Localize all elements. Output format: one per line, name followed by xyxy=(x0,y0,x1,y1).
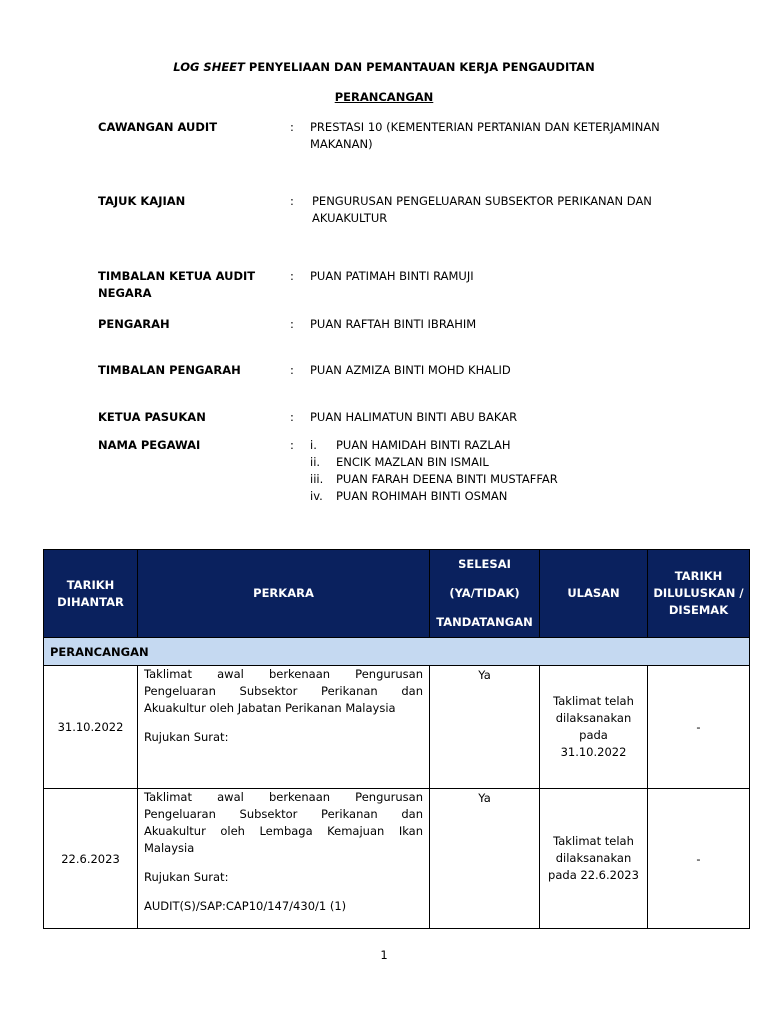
header-selesai xyxy=(430,550,540,638)
value-pengarah: PUAN RAFTAH BINTI IBRAHIM xyxy=(310,317,477,331)
table-row xyxy=(44,666,750,789)
document-title xyxy=(0,60,768,74)
label-timbalan-ketua-audit: TIMBALAN KETUA AUDIT NEGARA xyxy=(98,269,256,300)
officer-name: PUAN HAMIDAH BINTI RAZLAH xyxy=(336,438,511,452)
officer-item xyxy=(310,488,558,505)
colon-timbalan-ketua-audit: : xyxy=(290,269,294,283)
colon-tajuk-kajian: : xyxy=(290,194,294,208)
cell-ulasan: Taklimat telah dilaksanakan pada 31.10.2022 xyxy=(540,666,648,789)
rujukan-value: AUDIT(S)/SAP:CAP10/147/430/1 (1) xyxy=(144,899,347,913)
cell-perkara xyxy=(138,789,430,929)
page-number: 1 xyxy=(380,948,388,962)
label-cawangan-audit: CAWANGAN AUDIT xyxy=(98,120,218,134)
cell-ulasan: Taklimat telah dilaksanakan pada 22.6.2023 xyxy=(540,789,648,929)
document-subtitle: PERANCANGAN xyxy=(334,90,434,104)
cell-perkara xyxy=(138,666,430,789)
section-label: PERANCANGAN xyxy=(44,638,750,666)
cell-disemak: - xyxy=(648,789,750,929)
officer-name: PUAN FARAH DEENA BINTI MUSTAFFAR xyxy=(336,472,558,486)
table-header-row xyxy=(44,550,750,638)
table-row xyxy=(44,789,750,929)
colon-ketua-pasukan: : xyxy=(290,410,294,424)
header-ulasan: ULASAN xyxy=(540,550,648,638)
label-pengarah: PENGARAH xyxy=(98,317,170,331)
cell-disemak: - xyxy=(648,666,750,789)
officer-number: iii. xyxy=(310,472,324,486)
colon-timbalan-pengarah: : xyxy=(290,363,294,377)
section-row-perancangan xyxy=(44,638,750,666)
value-tajuk-kajian: PENGURUSAN PENGELUARAN SUBSEKTOR PERIKANAN DAN AKUAKULTUR xyxy=(312,194,652,225)
officer-name: ENCIK MAZLAN BIN ISMAIL xyxy=(336,455,489,469)
officer-number: ii. xyxy=(310,455,321,469)
officer-number: iv. xyxy=(310,489,323,503)
colon-nama-pegawai: : xyxy=(290,438,294,452)
cell-selesai: Ya xyxy=(430,666,540,789)
log-table xyxy=(43,549,750,929)
value-cawangan-audit: PRESTASI 10 (KEMENTERIAN PERTANIAN DAN KETERJAMINAN MAKANAN) xyxy=(310,120,660,151)
label-tajuk-kajian: TAJUK KAJIAN xyxy=(98,194,186,208)
officer-list xyxy=(310,437,558,505)
value-ketua-pasukan: PUAN HALIMATUN BINTI ABU BAKAR xyxy=(310,410,518,424)
document-title-rest: PENYELIAAN DAN PEMANTAUAN KERJA PENGAUDITAN xyxy=(244,60,595,74)
colon-pengarah: : xyxy=(290,317,294,331)
cell-date: 22.6.2023 xyxy=(44,789,138,929)
colon-cawangan-audit: : xyxy=(290,120,294,134)
header-perkara: PERKARA xyxy=(138,550,430,638)
document-title-italic: LOG SHEET xyxy=(173,60,245,74)
officer-item xyxy=(310,454,558,471)
label-timbalan-pengarah: TIMBALAN PENGARAH xyxy=(98,363,241,377)
header-selesai-line3: TANDATANGAN xyxy=(436,615,533,629)
header-tarikh-diluluskan: TARIKH DILULUSKAN / DISEMAK xyxy=(648,550,750,638)
label-nama-pegawai: NAMA PEGAWAI xyxy=(98,438,201,452)
rujukan-label: Rujukan Surat: xyxy=(144,870,229,884)
value-timbalan-ketua-audit: PUAN PATIMAH BINTI RAMUJI xyxy=(310,269,474,283)
header-tarikh-dihantar: TARIKH DIHANTAR xyxy=(44,550,138,638)
officer-number: i. xyxy=(310,438,317,452)
value-timbalan-pengarah: PUAN AZMIZA BINTI MOHD KHALID xyxy=(310,363,511,377)
label-ketua-pasukan: KETUA PASUKAN xyxy=(98,410,206,424)
perkara-text: Taklimat awal berkenaan Pengurusan Pengeluaran Subsektor Perikanan dan Akuakultur oleh Lembaga Kemajuan Ikan Malaysia xyxy=(144,790,423,855)
officer-item xyxy=(310,437,558,454)
officer-item xyxy=(310,471,558,488)
officer-name: PUAN ROHIMAH BINTI OSMAN xyxy=(336,489,508,503)
cell-date: 31.10.2022 xyxy=(44,666,138,789)
header-selesai-line1: SELESAI xyxy=(458,557,511,571)
perkara-text: Taklimat awal berkenaan Pengurusan Pengeluaran Subsektor Perikanan dan Akuakultur oleh Jabatan Perikanan Malaysia xyxy=(144,667,423,715)
cell-selesai: Ya xyxy=(430,789,540,929)
header-selesai-line2: (YA/TIDAK) xyxy=(449,586,520,600)
rujukan-label: Rujukan Surat: xyxy=(144,730,229,744)
